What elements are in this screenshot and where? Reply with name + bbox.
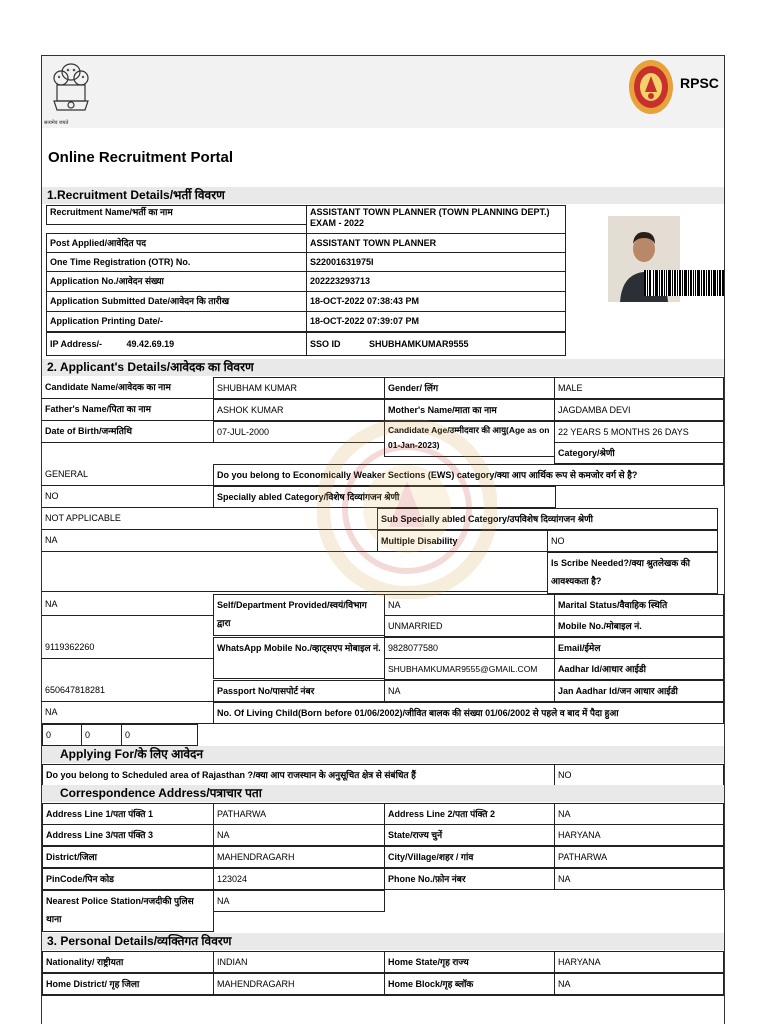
city-village-label: City/Village/शहर / गांव xyxy=(384,846,555,868)
next-row xyxy=(42,995,724,1025)
home-district-label: Home District/ गृह जिला xyxy=(42,973,214,995)
children-count-3: 0 xyxy=(121,724,198,746)
email-label: Email/ईमेल xyxy=(554,637,724,659)
state-value: HARYANA xyxy=(554,824,724,846)
pincode-value: 123024 xyxy=(213,868,385,890)
ews-label: Do you belong to Economically Weaker Sections (EWS) category/क्या आप आर्थिक रूप से कमजोर वर्ग से है? xyxy=(213,464,724,486)
national-emblem-icon xyxy=(48,58,94,124)
otr-value: S22001631975I xyxy=(306,252,566,272)
portal-title: Online Recruitment Portal xyxy=(48,149,234,166)
specially-abled-label: Specially abled Category/विशेष दिव्यांगजन श्रेणी xyxy=(213,486,556,508)
application-no-value: 202223293713 xyxy=(306,271,566,292)
address-line3-label: Address Line 3/पता पंक्ति 3 xyxy=(42,824,214,846)
recruitment-name-value: ASSISTANT TOWN PLANNER (TOWN PLANNING DEPT.) EXAM - 2022 xyxy=(306,205,566,234)
nationality-value: INDIAN xyxy=(213,951,385,973)
sso-id-row xyxy=(306,332,566,356)
phone-value: NA xyxy=(554,868,724,890)
home-district-value: MAHENDRAGARH xyxy=(213,973,385,995)
jan-aadhar-value: NA xyxy=(42,702,214,724)
sso-id-value: SHUBHAMKUMAR9555 xyxy=(369,339,469,349)
district-label: District/जिला xyxy=(42,846,214,868)
scheduled-area-label: Do you belong to Scheduled area of Rajasthan ?/क्या आप राजस्थान के अनुसूचित क्षेत्र से संबंधित हैं xyxy=(42,764,555,786)
district-value: MAHENDRAGARH xyxy=(213,846,385,868)
passport-value: NA xyxy=(384,680,555,702)
aadhar-value: 650647818281 xyxy=(42,680,214,702)
city-village-value: PATHARWA xyxy=(554,846,724,868)
father-name-label: Father's Name/पिता का नाम xyxy=(42,399,214,421)
rpsc-label: RPSC xyxy=(680,75,719,91)
scheduled-area-value: NO xyxy=(554,764,724,786)
section-applicant-details: 2. Applicant's Details/आवेदक का विवरण xyxy=(42,359,724,376)
living-children-label: No. Of Living Child(Born before 01/06/2002)/जीवित बालक की संख्या 01/06/2002 से पहले व बाद में पैदा हुआ xyxy=(213,702,724,724)
sub-specially-abled-label: Sub Specially abled Category/उपविशेष दिव्यांगजन श्रेणी xyxy=(377,508,718,530)
category-label: Category/श्रेणी xyxy=(554,442,724,464)
passport-label: Passport No/पासपोर्ट नंबर xyxy=(213,680,385,702)
jan-aadhar-label: Jan Aadhar Id/जन आधार आईडी xyxy=(554,680,724,702)
blank-row xyxy=(42,552,548,592)
marital-status-label: Marital Status/वैवाहिक स्थिति xyxy=(554,594,724,616)
candidate-name-value: SHUBHAM KUMAR xyxy=(213,377,385,399)
self-department-label: Self/Department Provided/स्वयं/विभाग द्वारा xyxy=(213,594,385,636)
multiple-disability-label: Multiple Disability xyxy=(377,530,548,552)
home-state-label: Home State/गृह राज्य xyxy=(384,951,555,973)
gender-value: MALE xyxy=(554,377,724,399)
recruitment-name-label: Recruitment Name/भर्ती का नाम xyxy=(46,205,307,225)
aadhar-label: Aadhar Id/आधार आईडी xyxy=(554,658,724,680)
printing-date-label: Application Printing Date/- xyxy=(46,311,307,332)
mother-name-label: Mother's Name/माता का नाम xyxy=(384,399,555,421)
ip-address-label: IP Address/- xyxy=(50,339,103,349)
sso-id-label: SSO ID xyxy=(310,339,341,349)
section-personal-details: 3. Personal Details/व्यक्तिगत विवरण xyxy=(42,933,724,950)
otr-label: One Time Registration (OTR) No. xyxy=(46,252,307,272)
father-name-value: ASHOK KUMAR xyxy=(213,399,385,421)
barcode-icon xyxy=(644,270,724,296)
candidate-age-label: Candidate Age/उम्मीदवार की आयु(Age as on 01-Jan-2023) xyxy=(384,421,555,457)
section-correspondence-address: Correspondence Address/पत्राचार पता xyxy=(42,785,724,802)
post-applied-label: Post Applied/आवेदित पद xyxy=(46,233,307,253)
mobile-value: 9119362260 xyxy=(42,637,214,659)
emblem-motto: सत्यमेव जयते xyxy=(44,120,69,126)
email-value: SHUBHAMKUMAR9555@GMAIL.COM xyxy=(384,658,555,680)
nationality-label: Nationality/ राष्ट्रीयता xyxy=(42,951,214,973)
candidate-age-value: 22 YEARS 5 MONTHS 26 DAYS xyxy=(554,421,724,443)
application-form xyxy=(41,55,725,1024)
whatsapp-value: 9828077580 xyxy=(384,637,555,659)
pincode-label: PinCode/पिन कोड xyxy=(42,868,214,890)
home-block-value: NA xyxy=(554,973,724,995)
address-line1-value: PATHARWA xyxy=(213,803,385,825)
ews-value: NO xyxy=(42,486,214,508)
address-line1-label: Address Line 1/पता पंक्ति 1 xyxy=(42,803,214,825)
mobile-label: Mobile No./मोबाइल नं. xyxy=(554,615,724,637)
dob-value: 07-JUL-2000 xyxy=(213,421,385,443)
home-state-value: HARYANA xyxy=(554,951,724,973)
address-line3-value: NA xyxy=(213,824,385,846)
children-count-2: 0 xyxy=(81,724,122,746)
candidate-name-label: Candidate Name/आवेदक का नाम xyxy=(42,377,214,399)
scribe-needed-value: NA xyxy=(42,594,214,616)
category-value: GENERAL xyxy=(42,464,214,486)
form-header xyxy=(42,56,724,128)
sub-specially-abled-value: NA xyxy=(42,530,378,552)
ip-address-row xyxy=(46,332,307,356)
dob-label: Date of Birth/जन्मतिथि xyxy=(42,421,214,443)
marital-status-value: UNMARRIED xyxy=(384,615,555,637)
state-label: State/राज्य चुनें xyxy=(384,824,555,846)
whatsapp-label: WhatsApp Mobile No./व्हाट्सएप मोबाइल नं. xyxy=(213,637,385,679)
rpsc-logo-icon xyxy=(627,58,675,116)
specially-abled-value: NOT APPLICABLE xyxy=(42,508,378,530)
address-line2-label: Address Line 2/पता पंक्ति 2 xyxy=(384,803,555,825)
post-applied-value: ASSISTANT TOWN PLANNER xyxy=(306,233,566,253)
application-no-label: Application No./आवेदन संख्या xyxy=(46,271,307,292)
police-station-value: NA xyxy=(213,890,385,912)
scribe-needed-label: Is Scribe Needed?/क्या श्रुतलेखक की आवश्यकता है? xyxy=(547,552,718,594)
home-block-label: Home Block/गृह ब्लॉक xyxy=(384,973,555,995)
gender-label: Gender/ लिंग xyxy=(384,377,555,399)
police-station-label: Nearest Police Station/नजदीकी पुलिस थाना xyxy=(42,890,214,932)
children-count-1: 0 xyxy=(42,724,82,746)
multiple-disability-value: NO xyxy=(547,530,718,552)
phone-label: Phone No./फ़ोन नंबर xyxy=(384,868,555,890)
submitted-date-label: Application Submitted Date/आवेदन कि तारीख xyxy=(46,291,307,312)
address-line2-value: NA xyxy=(554,803,724,825)
ip-address-value: 49.42.69.19 xyxy=(126,339,175,349)
submitted-date-value: 18-OCT-2022 07:38:43 PM xyxy=(306,291,566,312)
mother-name-value: JAGDAMBA DEVI xyxy=(554,399,724,421)
section-applying-for: Applying For/के लिए आवेदन xyxy=(42,746,724,763)
printing-date-value: 18-OCT-2022 07:39:07 PM xyxy=(306,311,566,332)
self-department-value: NA xyxy=(384,594,555,616)
section-recruitment-details: 1.Recruitment Details/भर्ती विवरण xyxy=(42,187,724,204)
